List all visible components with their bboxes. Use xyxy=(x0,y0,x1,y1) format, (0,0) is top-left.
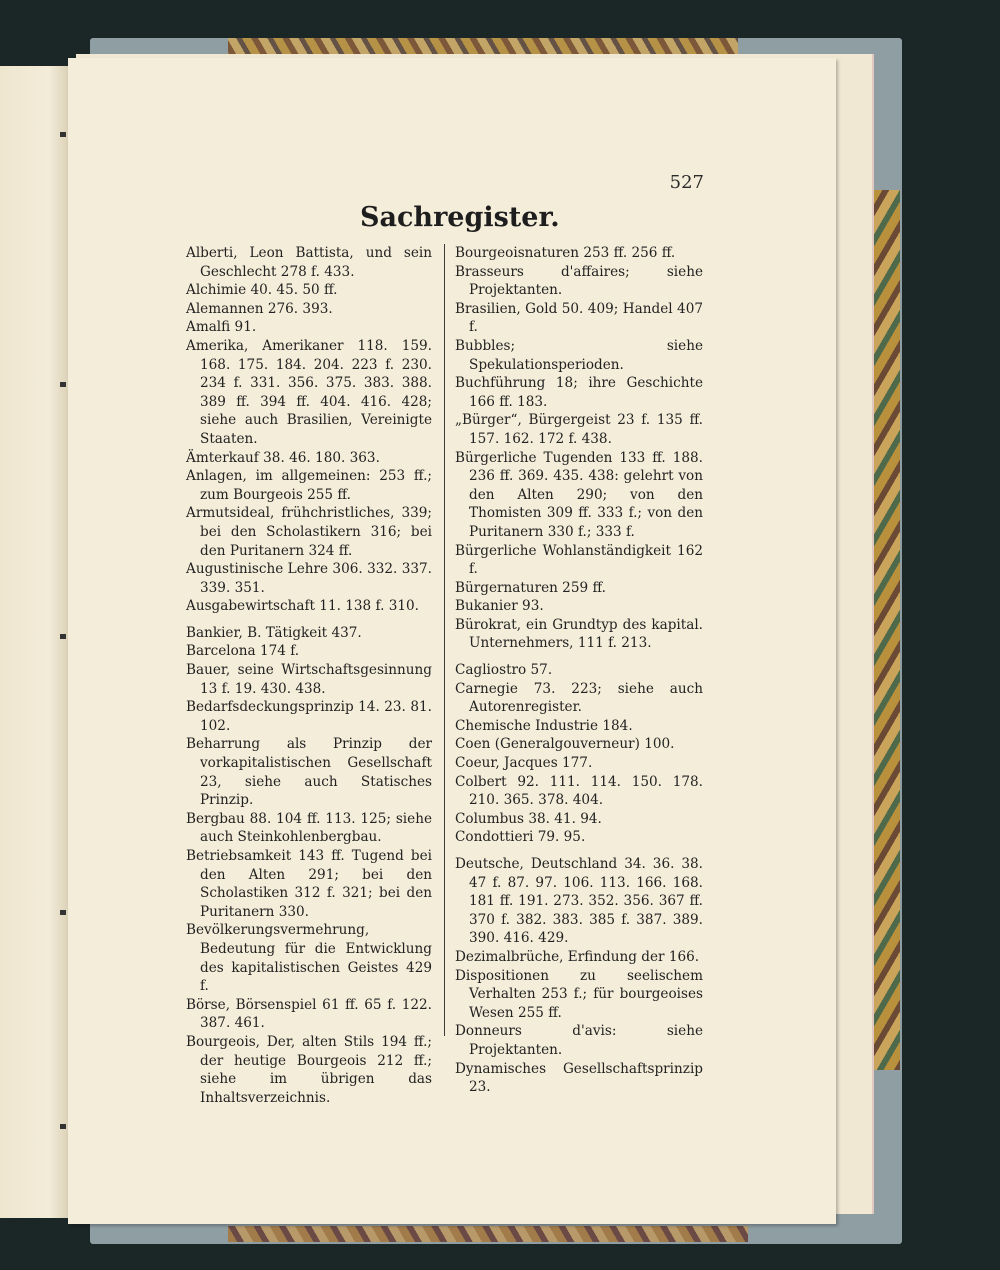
index-column-left xyxy=(186,244,432,1107)
index-entry: Brasseurs d'affaires; siehe Projektanten. xyxy=(455,263,703,299)
index-entry: Ämterkauf 38. 46. 180. 363. xyxy=(186,449,380,466)
index-entry: Bourgeois, Der, alten Stils 194 ff.; der heutige Bourgeois 212 ff.; siehe im übrigen das Inhaltsverzeichnis. xyxy=(186,1033,432,1106)
index-entry: Colbert 92. 111. 114. 150. 178. 210. 365. 378. 404. xyxy=(455,773,703,809)
index-entry: Bergbau 88. 104 ff. 113. 125; siehe auch Steinkohlenbergbau. xyxy=(186,810,432,846)
binding-stitch xyxy=(60,382,66,387)
facing-page-edge xyxy=(0,66,70,1218)
index-entry: Barcelona 174 f. xyxy=(186,643,300,660)
index-column-right xyxy=(455,244,703,1097)
index-entry: „Bürger“, Bürgergeist 23 f. 135 ff. 157. 162. 172 f. 438. xyxy=(455,412,703,447)
index-entry: Columbus 38. 41. 94. xyxy=(455,810,602,827)
index-entry: Betriebsamkeit 143 ff. Tugend bei den Alten 291; bei den Scholastiken 312 f. 321; bei den Puritanern 330. xyxy=(186,848,432,920)
index-entry: Armutsideal, frühchristliches, 339; bei den Scholastikern 316; bei den Puritanern 324 ff. xyxy=(186,505,432,559)
index-entry: Dispositionen zu seelischem Verhalten 253 f.; für bourgeoises Wesen 255 ff. xyxy=(455,967,703,1021)
page-title: Sachregister. xyxy=(360,202,560,233)
index-entry: Bukanier 93. xyxy=(455,598,544,615)
index-entry: Coeur, Jacques 177. xyxy=(455,755,593,772)
index-entry: Condottieri 79. 95. xyxy=(455,829,586,846)
index-entry: Chemische Industrie 184. xyxy=(455,717,633,734)
index-entry: Bevölkerungsvermehrung, Bedeutung für die Entwicklung des kapitalistischen Geistes 429 f. xyxy=(186,922,432,995)
index-entry: Bürgernaturen 259 ff. xyxy=(455,579,606,596)
binding-stitch xyxy=(60,634,66,639)
index-entry: Dynamisches Gesellschaftsprinzip 23. xyxy=(455,1060,703,1096)
marbled-edge-right xyxy=(872,190,900,1070)
index-entry: Bankier, B. Tätigkeit 437. xyxy=(186,624,362,641)
index-entry: Bubbles; siehe Spekulationsperioden. xyxy=(455,337,703,373)
index-entry: Ausgabewirtschaft 11. 138 f. 310. xyxy=(186,598,419,615)
column-divider xyxy=(444,244,445,1036)
binding-stitch xyxy=(60,132,66,137)
index-entry: Alchimie 40. 45. 50 ff. xyxy=(186,282,338,299)
index-entry: Beharrung als Prinzip der vorkapitalistischen Gesellschaft 23, siehe auch Statisches Prinzip. xyxy=(186,736,432,809)
marbled-edge-bottom xyxy=(228,1226,748,1242)
index-entry: Cagliostro 57. xyxy=(455,662,553,679)
index-entry: Augustinische Lehre 306. 332. 337. 339. 351. xyxy=(186,561,432,596)
index-entry: Dezimalbrüche, Erfindung der 166. xyxy=(455,948,700,965)
index-entry: Amerika, Amerikaner 118. 159. 168. 175. 184. 204. 223 f. 230. 234 f. 331. 356. 375. 383. 388. 389 ff. 394 ff. 404. 416. 428; siehe auch Brasilien, Vereinigte Staaten. xyxy=(186,337,432,447)
index-entry: Bedarfsdeckungsprinzip 14. 23. 81. 102. xyxy=(186,699,432,734)
index-entry: Alberti, Leon Battista, und sein Geschlecht 278 f. 433. xyxy=(186,245,432,280)
index-entry: Bauer, seine Wirtschaftsgesinnung 13 f. 19. 430. 438. xyxy=(186,662,432,697)
page-number: 527 xyxy=(669,172,704,193)
index-entry: Börse, Börsenspiel 61 ff. 65 f. 122. 387. 461. xyxy=(186,996,432,1032)
index-entry: Bürgerliche Tugenden 133 ff. 188. 236 ff. 369. 435. 438: gelehrt von den Alten 290; von den Thomisten 309 ff. 333 f.; von den Puritanern 330 f.; 333 f. xyxy=(455,449,703,540)
binding-stitch xyxy=(60,910,66,915)
index-entry: Bürokrat, ein Grundtyp des kapital. Unternehmers, 111 f. 213. xyxy=(455,616,703,652)
index-entry: Anlagen, im allgemeinen: 253 ff.; zum Bourgeois 255 ff. xyxy=(186,468,432,503)
index-entry: Deutsche, Deutschland 34. 36. 38. 47 f. 87. 97. 106. 113. 166. 168. 181 ff. 191. 273. 352. 356. 367 ff. 370 f. 382. 383. 385 f. 387. 389. 390. 416. 429. xyxy=(455,856,703,947)
index-entry: Brasilien, Gold 50. 409; Handel 407 f. xyxy=(455,300,703,336)
index-entry: Bourgeoisnaturen 253 ff. 256 ff. xyxy=(455,245,676,261)
binding-stitch xyxy=(60,1124,66,1129)
index-entry: Carnegie 73. 223; siehe auch Autorenregister. xyxy=(455,680,703,716)
index-entry: Amalfi 91. xyxy=(186,319,257,336)
index-entry: Alemannen 276. 393. xyxy=(186,300,333,317)
index-entry: Donneurs d'avis: siehe Projektanten. xyxy=(455,1023,703,1058)
index-entry: Bürgerliche Wohlanständigkeit 162 f. xyxy=(455,542,703,578)
index-entry: Buchführung 18; ihre Geschichte 166 ff. 183. xyxy=(455,375,703,410)
index-entry: Coen (Generalgouverneur) 100. xyxy=(455,736,675,753)
